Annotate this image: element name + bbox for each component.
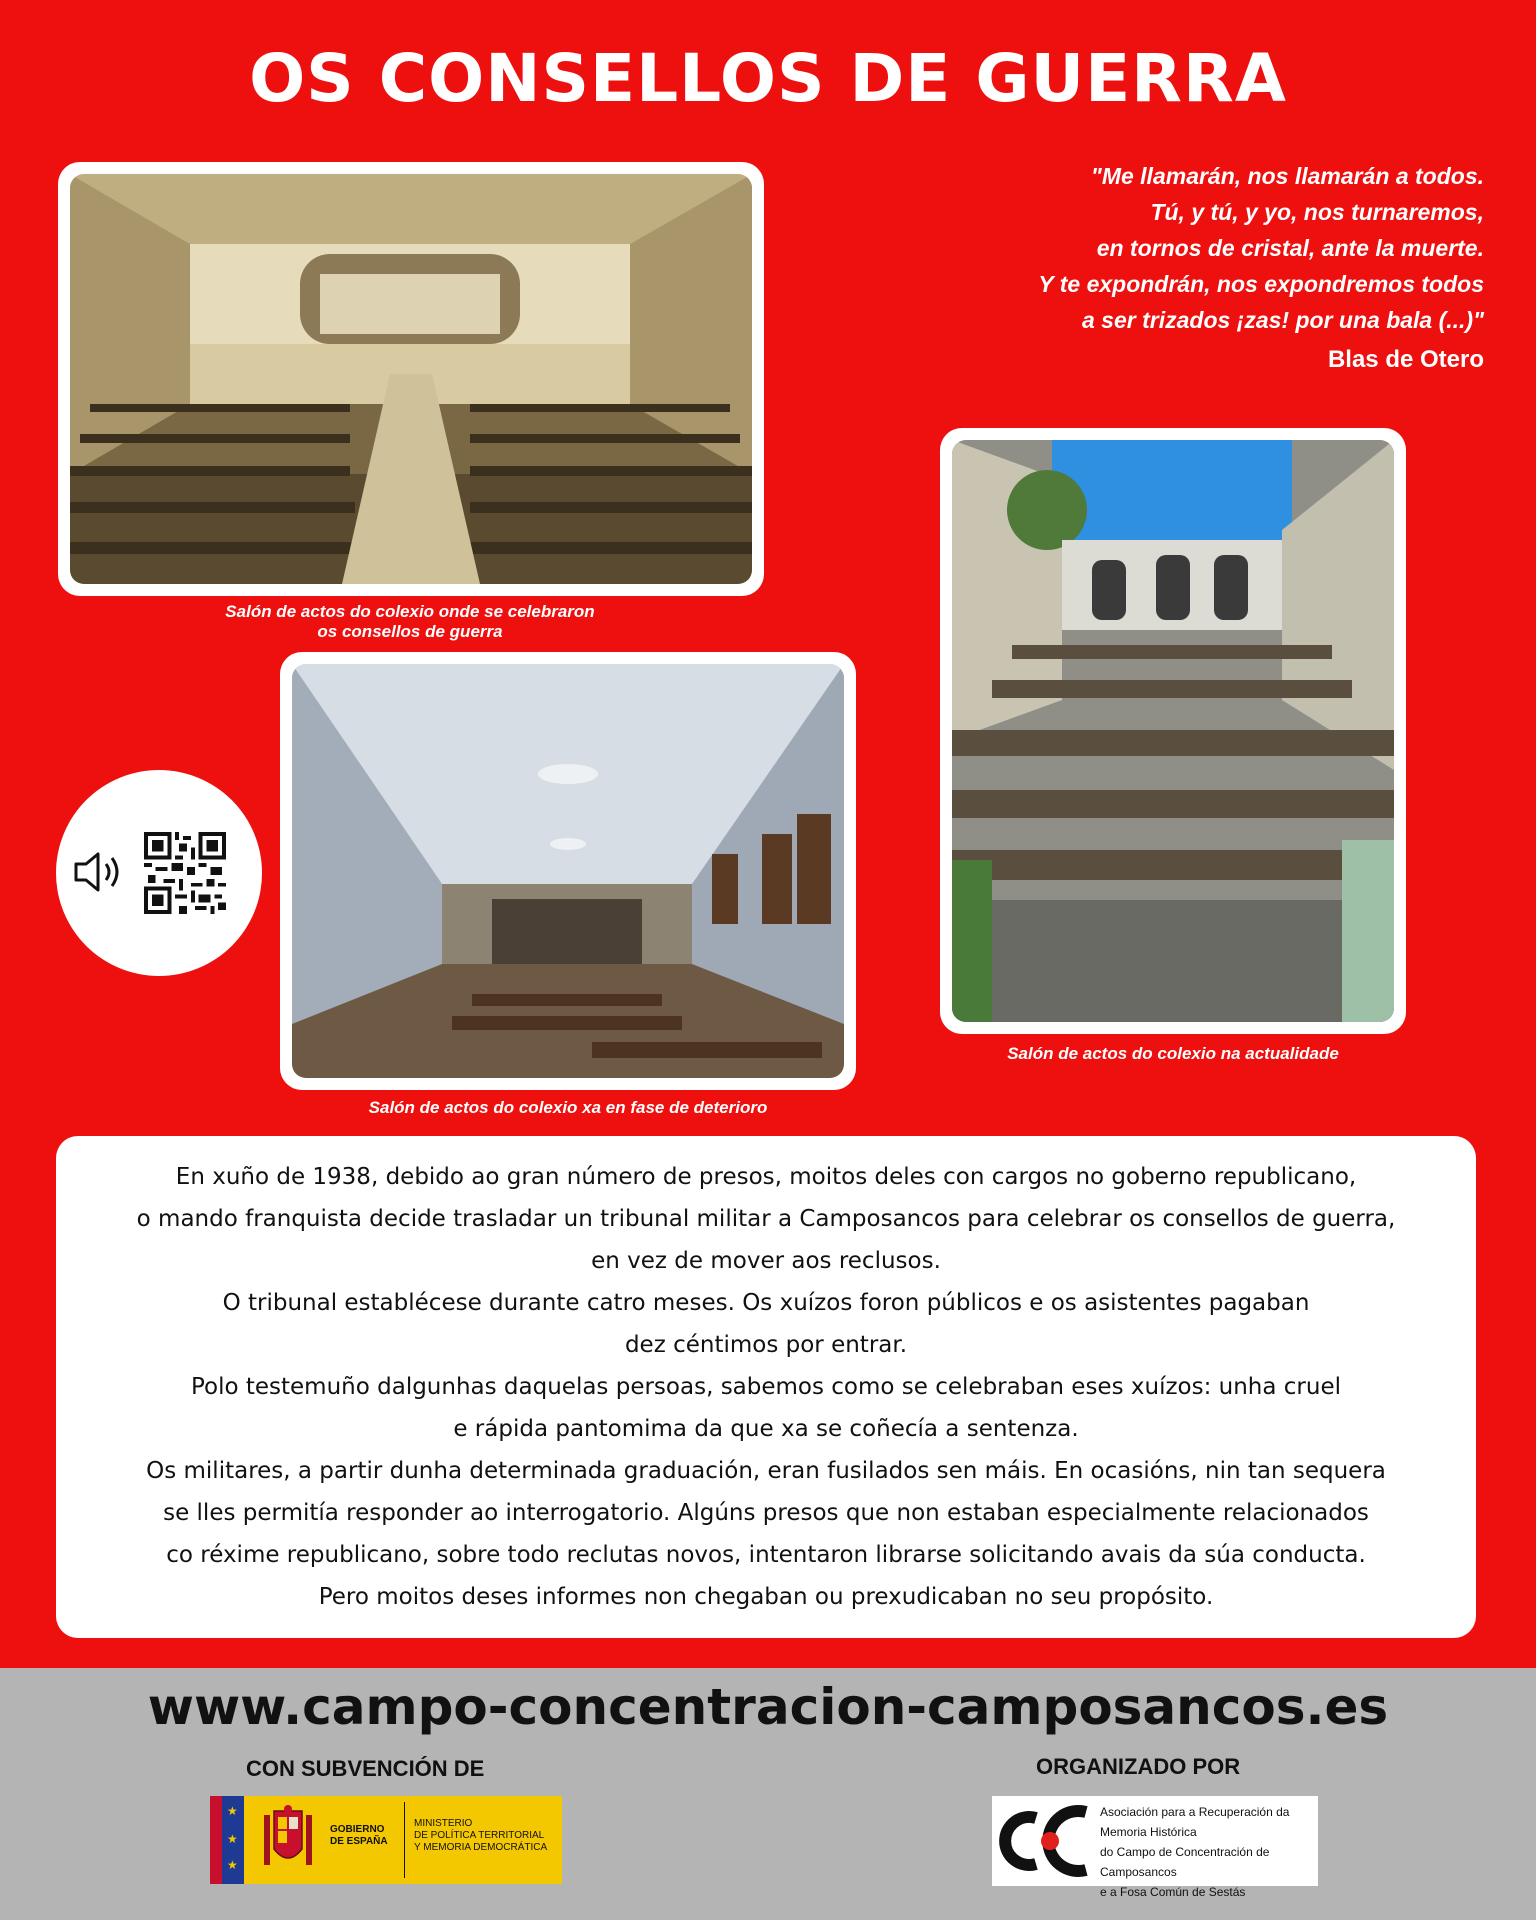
subsidy-label: CON SUBVENCIÓN DE (246, 1756, 485, 1781)
ministry-text (414, 1818, 547, 1854)
quote-author: Blas de Otero (1327, 346, 1484, 373)
footer (0, 1668, 1536, 1920)
deteriorated-hall-image (292, 664, 844, 1078)
deteriorated-photo-caption: Salón de actos do colexio xa en fase de deterioro (368, 1098, 768, 1117)
coat-of-arms-icon (260, 1805, 316, 1875)
current-hall-illustration (952, 440, 1394, 1022)
body-line: e rápida pantomima da que xa se coñecía a sentenza. (453, 1416, 1079, 1442)
body-line: dez céntimos por entrar. (624, 1332, 908, 1358)
current-photo-caption: Salón de actos do colexio na actualidade (1007, 1044, 1339, 1063)
quote-line: Y te expondrán, nos expondremos todos (1038, 271, 1484, 297)
ccc-logo-icon (994, 1798, 1094, 1884)
body-text-panel (56, 1136, 1476, 1638)
logo-divider (404, 1802, 405, 1878)
body-line: Pero moitos deses informes non chegaban ou prexudicaban no seu propósito. (318, 1584, 1214, 1610)
gov-line: GOBIERNO (330, 1824, 385, 1835)
ministry-line: MINISTERIO (414, 1818, 473, 1829)
gov-line: DE ESPAÑA (330, 1836, 388, 1847)
quote (924, 158, 1484, 338)
quote-line: en tornos de cristal, ante la muerte. (1096, 235, 1484, 261)
page-title: OS CONSELLOS DE GUERRA (249, 40, 1287, 117)
body-line: co réxime republicano, sobre todo reclutas novos, intentaron librarse solicitando avais da súa conducta. (166, 1542, 1366, 1568)
body-line: Os militares, a partir dunha determinada graduación, eran fusilados sen máis. En ocasións, nin tan sequera (146, 1458, 1386, 1484)
body-line: o mando franquista decide trasladar un tribunal militar a Camposancos para celebrar os consellos de guerra, (136, 1206, 1396, 1232)
eu-stars-icon: ★ ★ ★ (222, 1796, 244, 1884)
caption-line: Salón de actos do colexio onde se celebraron (225, 602, 595, 621)
quote-line: a ser trizados ¡zas! por una bala (...)" (1082, 307, 1484, 333)
audio-guide-badge (56, 770, 262, 976)
assoc-line: e a Fosa Común de Sestás (1100, 1885, 1246, 1899)
association-text (1100, 1802, 1318, 1902)
organizer-label: ORGANIZADO POR (1036, 1754, 1241, 1779)
historic-hall-image (70, 174, 752, 584)
government-text (330, 1824, 388, 1848)
body-line: Polo testemuño dalgunhas daquelas persoas, sabemos como se celebraban eses xuízos: unha cruel (190, 1374, 1342, 1400)
quote-line: Tú, y tú, y yo, nos turnaremos, (1150, 199, 1484, 225)
historic-hall-illustration (70, 174, 752, 584)
deteriorated-hall-illustration (292, 664, 844, 1078)
ministry-line: DE POLÍTICA TERRITORIAL (414, 1830, 545, 1841)
historic-photo-caption (160, 602, 660, 642)
ministry-line: Y MEMORIA DEMOCRÁTICA (414, 1842, 548, 1853)
website-link[interactable]: www.campo-concentracion-camposancos.es (147, 1678, 1389, 1736)
historic-hall-photo (58, 162, 764, 596)
deteriorated-hall-photo (280, 652, 856, 1090)
quote-line: "Me llamarán, nos llamarán a todos. (1090, 163, 1484, 189)
caption-line: os consellos de guerra (317, 622, 503, 641)
assoc-line: do Campo de Concentración de Camposancos (1100, 1845, 1270, 1879)
body-line: se lles permitía responder ao interrogatorio. Algúns presos que non estaban especialmente relacionados (163, 1500, 1369, 1526)
current-hall-photo (940, 428, 1406, 1034)
body-line: en vez de mover aos reclusos. (591, 1248, 941, 1274)
current-hall-image (952, 440, 1394, 1022)
association-logo (992, 1796, 1318, 1899)
qr-code-icon[interactable] (144, 832, 226, 914)
assoc-line: Asociación para a Recuperación da Memoria Histórica (1100, 1805, 1290, 1839)
body-line: En xuño de 1938, debido ao gran número de presos, moitos deles con cargos no goberno republicano, (175, 1164, 1357, 1190)
body-line: O tribunal establécese durante catro meses. Os xuízos foron públicos e os asistentes pagaban (222, 1290, 1310, 1316)
flag-stripe-icon (210, 1796, 222, 1884)
government-logo (210, 1796, 562, 1884)
speaker-icon (68, 842, 128, 902)
